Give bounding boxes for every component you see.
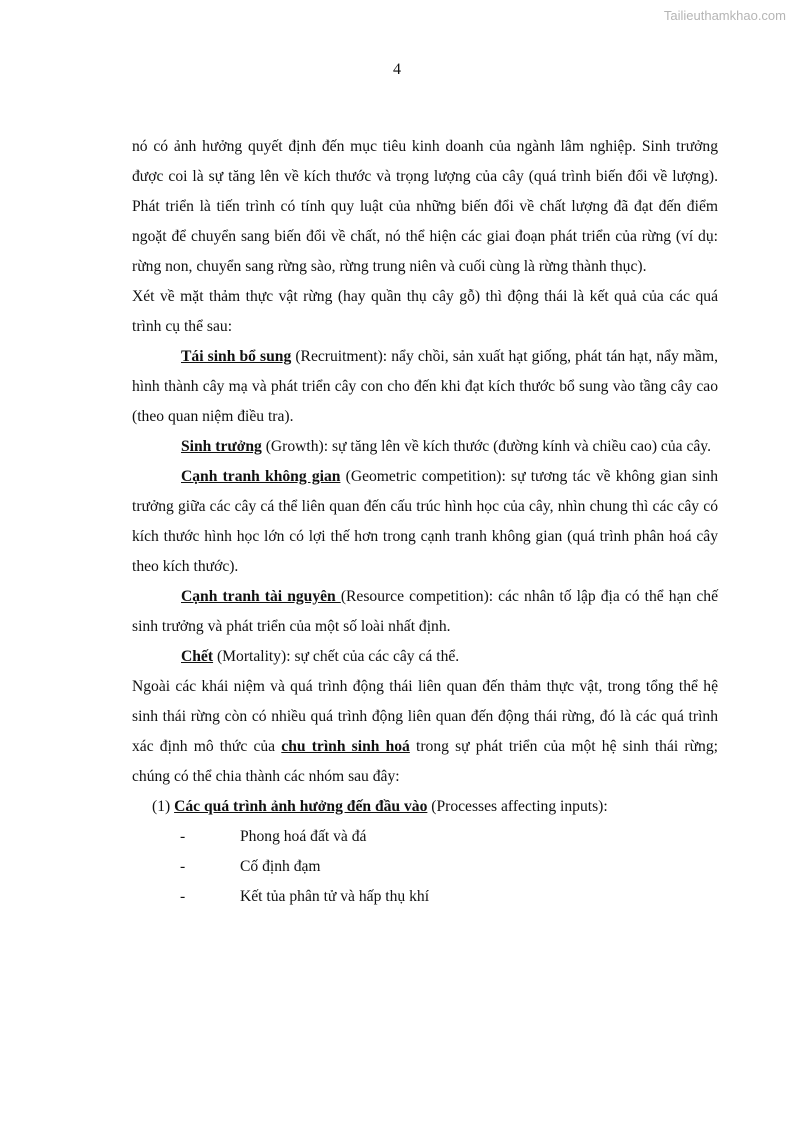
term-growth: Sinh trưởng: [181, 438, 262, 455]
watermark: Tailieuthamkhao.com: [663, 8, 786, 23]
group-1-text: (Processes affecting inputs):: [427, 798, 608, 815]
paragraph-processes-lead: Xét về mặt thảm thực vật rừng (hay quần thụ cây gỗ) thì động thái là kết quả của các quá trình cụ thể sau:: [132, 288, 718, 335]
list-item-text: Kết tủa phân tử và hấp thụ khí: [240, 888, 430, 905]
definition-text: (Mortality): sự chết của các cây cá thể.: [213, 648, 460, 665]
definition-recruitment: [132, 342, 718, 432]
list-item: [132, 822, 718, 852]
list-item: [132, 882, 718, 912]
definition-text: (Resource competition): các nhân tố lập địa có thể hạn chế sinh trưởng và phát triển của một số loài nhất định.: [132, 588, 718, 635]
paragraph-text: trong sự phát triển của một hệ sinh thái rừng; chúng có thể chia thành các nhóm sau đây:: [132, 738, 718, 785]
term-biogeochemical-cycle: chu trình sinh hoá: [281, 738, 410, 755]
term-geometric-competition: Cạnh tranh không gian: [181, 468, 341, 485]
group-1-term: Các quá trình ảnh hưởng đến đầu vào: [174, 798, 428, 815]
term-resource-competition: Cạnh tranh tài nguyên: [181, 588, 341, 605]
document-body: [132, 132, 718, 912]
definition-text: (Recruitment): nẩy chồi, sản xuất hạt giống, phát tán hạt, nẩy mầm, hình thành cây mạ và phát triển cây con cho đến khi đạt kích thước bổ sung vào tầng cây cao (theo quan niệm điều tra).: [132, 348, 718, 425]
definition-growth: [132, 432, 718, 462]
definition-text: (Geometric competition): sự tương tác về không gian sinh trưởng giữa các cây cá thể liên quan đến cấu trúc hình học của cây, nhìn chung thì các cây có kích thước hình học lớn có lợi thế hơn trong cạnh tranh không gian (quá trình phân hoá cây theo kích thước).: [132, 468, 718, 575]
dash-bullet: -: [180, 888, 186, 905]
paragraph-intro: nó có ảnh hưởng quyết định đến mục tiêu kinh doanh của ngành lâm nghiệp. Sinh trưởng được coi là sự tăng lên về kích thước và trọng lượng của cây (quá trình biến đổi về lượng). Phát triển là tiến trình có tính quy luật của những biến đổi về chất lượng đã đạt đến điểm ngoặt để chuyển sang biến đổi về chất, nó thể hiện các giai đoạn phát triển của rừng (ví dụ: rừng non, chuyển sang rừng sào, rừng trung niên và cuối cùng là rừng thành thục).: [132, 138, 718, 275]
dash-bullet: -: [180, 858, 186, 875]
term-recruitment: Tái sinh bổ sung: [181, 348, 292, 365]
dash-bullet: -: [180, 828, 186, 845]
group-1-number: (1): [152, 798, 175, 815]
term-mortality: Chết: [181, 648, 214, 665]
paragraph-text: Ngoài các khái niệm và quá trình động thái liên quan đến thảm thực vật, trong tổng thể hệ sinh thái rừng còn có nhiều quá trình động liên quan đến động thái rừng, đó là các quá trình xác định mô thức của: [132, 678, 718, 755]
list-item-text: Phong hoá đất và đá: [240, 828, 367, 845]
definition-resource-competition: [132, 582, 718, 642]
paragraph-ecosystem-processes: [132, 672, 718, 792]
list-item: [132, 852, 718, 882]
definition-mortality: [132, 642, 718, 672]
definition-geometric-competition: [132, 462, 718, 582]
list-item-text: Cố định đạm: [240, 858, 321, 875]
group-1-heading: [132, 792, 718, 822]
definition-text: (Growth): sự tăng lên về kích thước (đường kính và chiều cao) của cây.: [261, 438, 711, 455]
page-number: 4: [393, 61, 401, 78]
